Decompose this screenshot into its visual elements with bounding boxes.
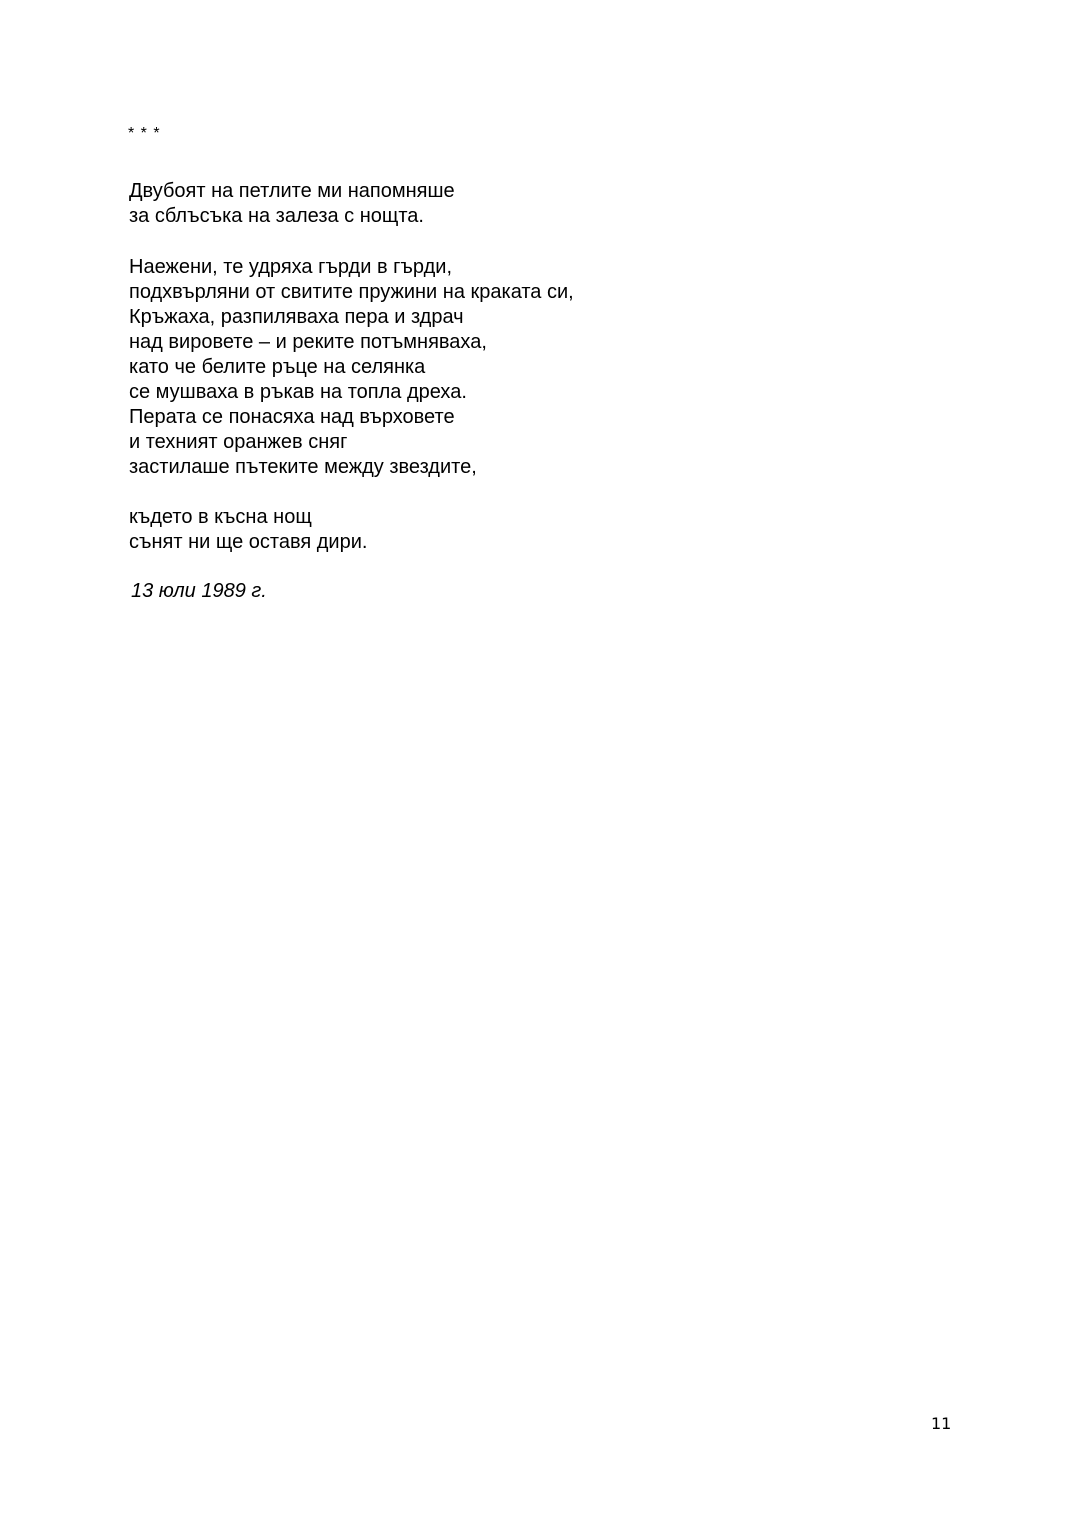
poem-stanza	[129, 505, 367, 555]
poem-date: 13 юли 1989 г.	[131, 580, 267, 602]
poem-line: и техният оранжев сняг	[129, 431, 348, 453]
poem-line: Перата се понасяха над върховете	[129, 406, 455, 428]
poem-line: като че белите ръце на селянка	[129, 356, 426, 378]
section-separator: * * *	[128, 125, 161, 142]
poem-line: застилаше пътеките между звездите,	[129, 456, 477, 478]
poem-line: подхвърляни от свитите пружини на краката си,	[129, 281, 574, 303]
poem-line: над вировете – и реките потъмняваха,	[129, 331, 487, 353]
page-number: 11	[931, 1414, 952, 1433]
poem-line: Наежени, те удряха гърди в гърди,	[129, 256, 452, 278]
poem-line: където в късна нощ	[129, 506, 312, 528]
poem-line: Кръжаха, разпиляваха пера и здрач	[129, 306, 464, 328]
poem-stanza	[129, 255, 574, 480]
poem-line: Двубоят на петлите ми напомняше	[129, 180, 455, 202]
poem-line: се мушваха в ръкав на топла дреха.	[129, 381, 467, 403]
poem-stanza	[129, 179, 455, 229]
poem-line: за сблъсъка на залеза с нощта.	[129, 205, 424, 227]
poem-line: сънят ни ще оставя дири.	[129, 531, 368, 553]
